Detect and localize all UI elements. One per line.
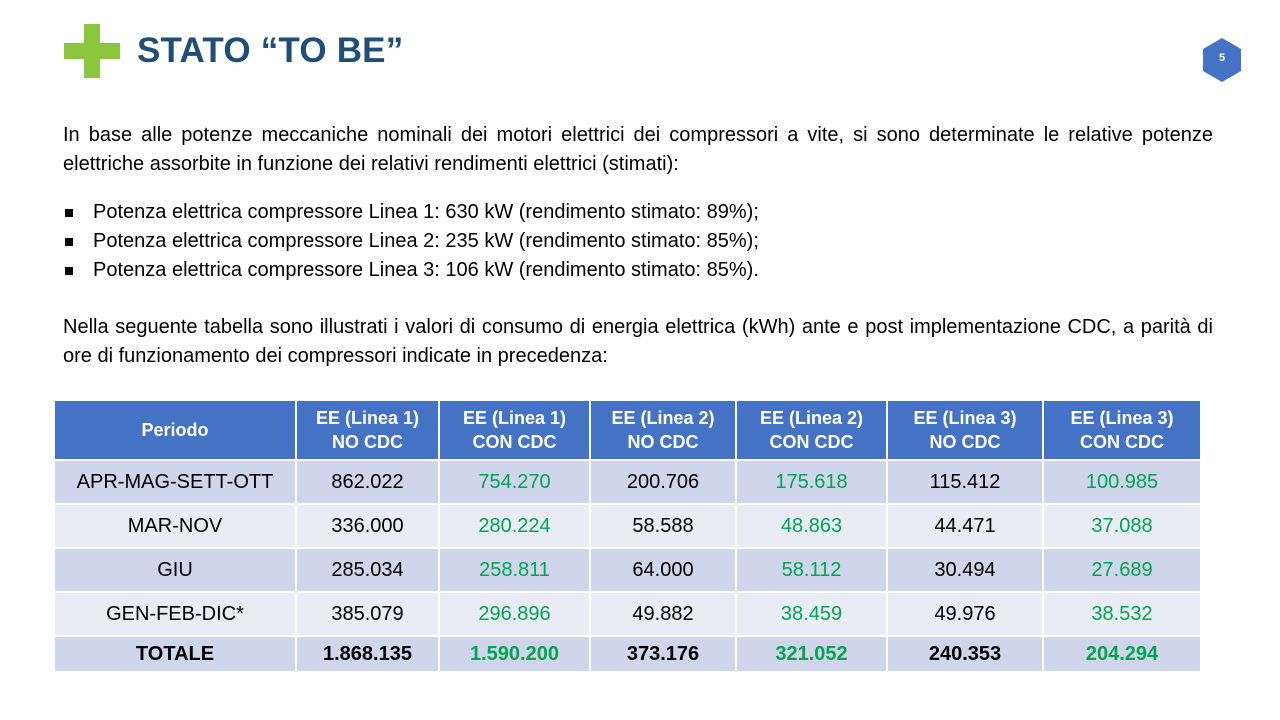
table-cell: 1.868.135 (296, 636, 439, 672)
column-header: EE (Linea 1) NO CDC (296, 400, 439, 460)
bullet-square-icon (65, 238, 73, 246)
list-item: Potenza elettrica compressore Linea 3: 106 kW (rendimento stimato: 85%). (63, 256, 1213, 285)
column-header: EE (Linea 2) CON CDC (736, 400, 887, 460)
table-row (54, 460, 1201, 504)
table-cell: 27.689 (1043, 548, 1201, 592)
table-row (54, 504, 1201, 548)
table-cell: 296.896 (439, 592, 590, 636)
table-cell: APR-MAG-SETT-OTT (54, 460, 296, 504)
page-number: 5 (1218, 52, 1226, 64)
table-total-row (54, 636, 1201, 672)
column-header: EE (Linea 3) CON CDC (1043, 400, 1201, 460)
table-header-row (54, 400, 1201, 460)
column-header: EE (Linea 3) NO CDC (887, 400, 1043, 460)
table-cell: 100.985 (1043, 460, 1201, 504)
table-cell: 862.022 (296, 460, 439, 504)
table-cell: 175.618 (736, 460, 887, 504)
table-cell: 58.112 (736, 548, 887, 592)
list-item: Potenza elettrica compressore Linea 1: 630 kW (rendimento stimato: 89%); (63, 198, 1213, 227)
table-cell: 240.353 (887, 636, 1043, 672)
table-cell: 37.088 (1043, 504, 1201, 548)
table-cell: 385.079 (296, 592, 439, 636)
energy-consumption-table (53, 399, 1202, 673)
table-cell: 58.588 (590, 504, 736, 548)
table-cell: 285.034 (296, 548, 439, 592)
table-cell: 321.052 (736, 636, 887, 672)
list-item: Potenza elettrica compressore Linea 2: 235 kW (rendimento stimato: 85%); (63, 227, 1213, 256)
power-list (63, 198, 1213, 285)
table-cell: 49.882 (590, 592, 736, 636)
table-cell: 64.000 (590, 548, 736, 592)
column-header: EE (Linea 2) NO CDC (590, 400, 736, 460)
table-intro-paragraph: Nella seguente tabella sono illustrati i valori di consumo di energia elettrica (kWh) ante e post implementazione CDC, a parità di ore di funzionamento dei compressori indicate in precedenza: (63, 316, 1213, 367)
intro-paragraph: In base alle potenze meccaniche nominali dei motori elettrici dei compressori a vite, si sono determinate le relative potenze elettriche assorbite in funzione dei relativi rendimenti elettrici (stimati): (63, 124, 1213, 175)
table-cell: 200.706 (590, 460, 736, 504)
table-cell: GEN-FEB-DIC* (54, 592, 296, 636)
table-cell: 115.412 (887, 460, 1043, 504)
table-cell: 49.976 (887, 592, 1043, 636)
table-cell: 48.863 (736, 504, 887, 548)
table-cell: 1.590.200 (439, 636, 590, 672)
table-cell: TOTALE (54, 636, 296, 672)
table-cell: 38.459 (736, 592, 887, 636)
table-cell: 204.294 (1043, 636, 1201, 672)
table-cell: 280.224 (439, 504, 590, 548)
table-row (54, 548, 1201, 592)
page-title: STATO “TO BE” (137, 31, 404, 70)
bullet-square-icon (65, 209, 73, 217)
table-cell: GIU (54, 548, 296, 592)
table-row (54, 592, 1201, 636)
column-header: EE (Linea 1) CON CDC (439, 400, 590, 460)
table-cell: MAR-NOV (54, 504, 296, 548)
table-cell: 44.471 (887, 504, 1043, 548)
table-cell: 373.176 (590, 636, 736, 672)
column-header-periodo: Periodo (54, 400, 296, 460)
bullet-square-icon (65, 267, 73, 275)
plus-icon (64, 24, 120, 78)
table-cell: 30.494 (887, 548, 1043, 592)
table-cell: 38.532 (1043, 592, 1201, 636)
table-cell: 754.270 (439, 460, 590, 504)
table-cell: 258.811 (439, 548, 590, 592)
table-cell: 336.000 (296, 504, 439, 548)
